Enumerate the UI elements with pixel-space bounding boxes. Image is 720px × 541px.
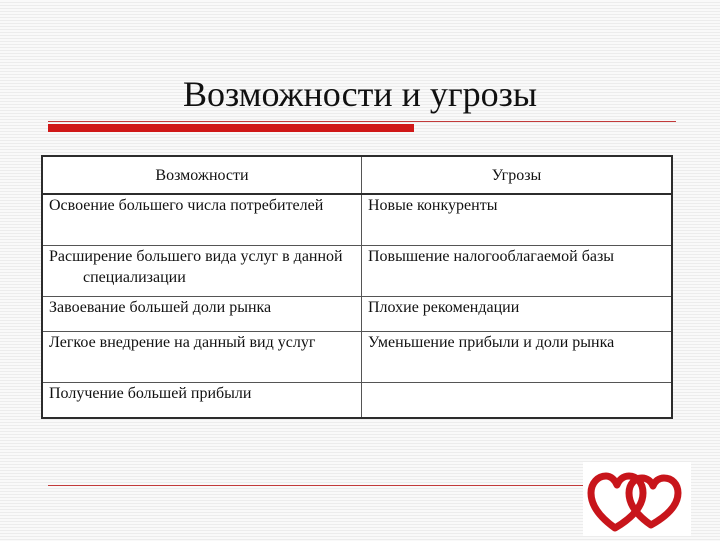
slide-title: Возможности и угрозы: [182, 74, 538, 114]
opportunity-cell: Легкое внедрение на данный вид услуг: [42, 332, 362, 383]
table-row: [42, 297, 672, 332]
table-header-row: [42, 156, 672, 194]
hearts-icon: [583, 462, 691, 536]
bottom-divider: [48, 485, 593, 486]
opportunities-threats-table: [41, 155, 673, 419]
table-row: [42, 332, 672, 383]
table-row: [42, 383, 672, 419]
table-row: [42, 246, 672, 297]
threat-cell: Новые конкуренты: [362, 194, 673, 246]
title-divider-thick: [48, 124, 414, 132]
header-threats: Угрозы: [362, 156, 673, 194]
threat-cell: Плохие рекомендации: [362, 297, 673, 332]
threat-cell: Повышение налогооблагаемой базы: [362, 246, 673, 297]
opportunity-cell: Расширение большего вида услуг в данной специализации: [42, 246, 362, 297]
threat-cell: [362, 383, 673, 419]
opportunity-cell: Получение большей прибыли: [42, 383, 362, 419]
opportunity-cell: Завоевание большей доли рынка: [42, 297, 362, 332]
title-divider-thin: [48, 121, 676, 122]
table-row: [42, 194, 672, 246]
opportunity-cell: Освоение большего числа потребителей: [42, 194, 362, 246]
threat-cell: Уменьшение прибыли и доли рынка: [362, 332, 673, 383]
header-opportunities: Возможности: [42, 156, 362, 194]
